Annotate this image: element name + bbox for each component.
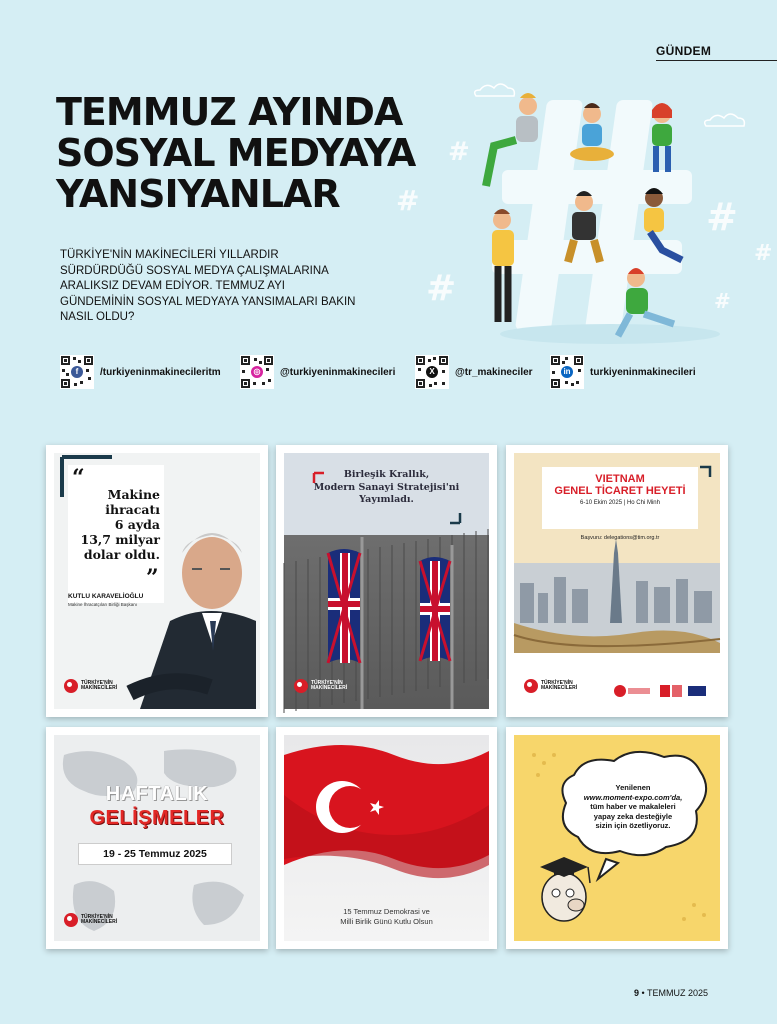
quote-line: Makine xyxy=(107,487,160,502)
headline-line: TEMMUZ AYINDA xyxy=(56,90,403,134)
logo-line: TÜRKİYE'NİN xyxy=(311,679,343,686)
logo-line: TÜRKİYE'NİN xyxy=(81,679,113,686)
post-card-weekly[interactable] xyxy=(46,727,268,949)
instagram-icon: ◎ xyxy=(251,366,263,378)
event-subtitle: GENEL TİCARET HEYETİ xyxy=(554,485,686,497)
post-title-line: GELİŞMELER xyxy=(89,807,225,829)
post-card-vietnam[interactable] xyxy=(506,445,728,717)
quote-box xyxy=(68,465,164,603)
svg-text:#: # xyxy=(426,268,457,309)
brand-logo xyxy=(294,679,347,693)
hashtag-illustration xyxy=(396,80,777,350)
event-title: VIETNAM xyxy=(595,473,645,485)
post-card-moment-expo[interactable] xyxy=(506,727,728,949)
quote-line: dolar oldu. xyxy=(83,547,160,562)
brand-logo-icon xyxy=(524,679,538,693)
social-link-facebook[interactable] xyxy=(60,354,221,390)
qr-code xyxy=(550,355,584,389)
social-link-instagram[interactable] xyxy=(240,354,395,390)
post-title-line: Birleşik Krallık, xyxy=(343,469,430,480)
caption-line: Milli Birlik Günü Kutlu Olsun xyxy=(340,917,433,926)
graduate-cartoon-illustration xyxy=(514,735,720,941)
post-card-july-15[interactable] xyxy=(276,727,497,949)
bubble-line: yapay zeka desteğiyle xyxy=(593,811,673,821)
post-card-quote[interactable] xyxy=(46,445,268,717)
social-handle: @turkiyeninmakinecileri xyxy=(280,366,396,378)
social-handle: /turkiyeninmakinecileritm xyxy=(100,366,221,378)
intro-text: TÜRKİYE'NİN MAKİNECİLERİ YILLARDIR SÜRDÜRDÜĞÜ SOSYAL MEDYA ÇALIŞMALARINA ARALIKSIZ DEVAM EDİYOR. TEMMUZ AYI GÜNDEMİNİN SOSYAL MEDYAYA YANSIMALARI BAKIN NASIL OLDU? xyxy=(60,249,356,323)
svg-text:#: # xyxy=(448,137,470,167)
headline-line: SOSYAL MEDYAYA xyxy=(56,131,416,175)
quote-line: 13,7 milyar xyxy=(80,532,160,547)
facebook-icon: f xyxy=(71,366,83,378)
quote-text xyxy=(78,487,160,562)
page-number: 9 xyxy=(634,988,640,998)
speech-bubble-text xyxy=(578,783,688,831)
social-handle: @tr_makineciler xyxy=(455,366,533,378)
quote-open-mark: “ xyxy=(72,465,85,491)
svg-text:#: # xyxy=(396,184,420,217)
headline-line: YANSIYANLAR xyxy=(56,172,340,216)
post-caption xyxy=(284,907,489,927)
uk-flag-left xyxy=(328,549,360,663)
x-icon: X xyxy=(426,366,438,378)
quote-close-mark: ” xyxy=(146,565,159,591)
post-date: 19 - 25 Temmuz 2025 xyxy=(78,843,232,865)
logo-line: MAKİNECİLERİ xyxy=(311,685,348,691)
caption-line: 15 Temmuz Demokrasi ve xyxy=(343,907,430,916)
logo-line: TÜRKİYE'NİN xyxy=(541,679,573,686)
partner-logos xyxy=(614,683,714,699)
section-label: GÜNDEM xyxy=(656,44,712,58)
bubble-line: tüm haber ve makaleleri xyxy=(590,802,676,811)
page-footer xyxy=(634,988,708,998)
section-rule xyxy=(656,60,777,61)
linkedin-icon: in xyxy=(561,366,573,378)
brand-logo xyxy=(64,913,117,927)
logo-line: MAKİNECİLERİ xyxy=(81,685,118,691)
bubble-line: Yenilenen xyxy=(615,783,651,792)
quote-author-name: KUTLU KARAVELİOĞLU xyxy=(68,593,144,600)
social-link-linkedin[interactable] xyxy=(550,354,696,390)
svg-text:#: # xyxy=(714,289,731,313)
social-link-x[interactable] xyxy=(415,354,533,390)
bubble-line: www.moment-expo.com'da, xyxy=(583,792,683,802)
qr-code xyxy=(60,355,94,389)
brand-logo-icon xyxy=(294,679,308,693)
brand-logo-icon xyxy=(64,679,78,693)
quote-line: ihracatı xyxy=(105,502,160,517)
page-headline xyxy=(56,92,436,215)
event-panel xyxy=(542,467,698,529)
brand-logo xyxy=(524,679,577,693)
brand-logo-icon xyxy=(64,913,78,927)
world-map-illustration xyxy=(54,735,260,941)
issue-label: • TEMMUZ 2025 xyxy=(641,988,709,998)
post-title-line: HAFTALIK xyxy=(105,783,209,805)
post-title-line: Yayımladı. xyxy=(359,494,414,505)
post-title xyxy=(294,469,479,507)
event-date: 6-10 Ekim 2025 | Ho Chi Minh xyxy=(580,500,660,506)
svg-text:#: # xyxy=(754,241,773,266)
post-card-uk-strategy[interactable] xyxy=(276,445,497,717)
logo-line: MAKİNECİLERİ xyxy=(81,919,118,925)
event-contact: Başvuru: delegations@tim.org.tr xyxy=(580,535,660,541)
social-handle: turkiyeninmakinecileri xyxy=(590,366,696,378)
quote-line: 6 ayda xyxy=(114,517,160,532)
qr-code xyxy=(240,355,274,389)
svg-text:#: # xyxy=(706,195,738,239)
qr-code xyxy=(415,355,449,389)
brand-logo xyxy=(64,679,117,693)
quote-author-role: Makine İhracatçıları Birliği Başkanı xyxy=(68,602,138,607)
logo-line: TÜRKİYE'NİN xyxy=(81,913,113,920)
social-links-row xyxy=(60,354,760,390)
post-title-line: Modern Sanayi Stratejisi'ni xyxy=(313,481,460,493)
bubble-line: sizin için özetliyoruz. xyxy=(595,821,671,830)
uk-flag-right xyxy=(420,557,450,661)
logo-line: MAKİNECİLERİ xyxy=(541,685,578,691)
